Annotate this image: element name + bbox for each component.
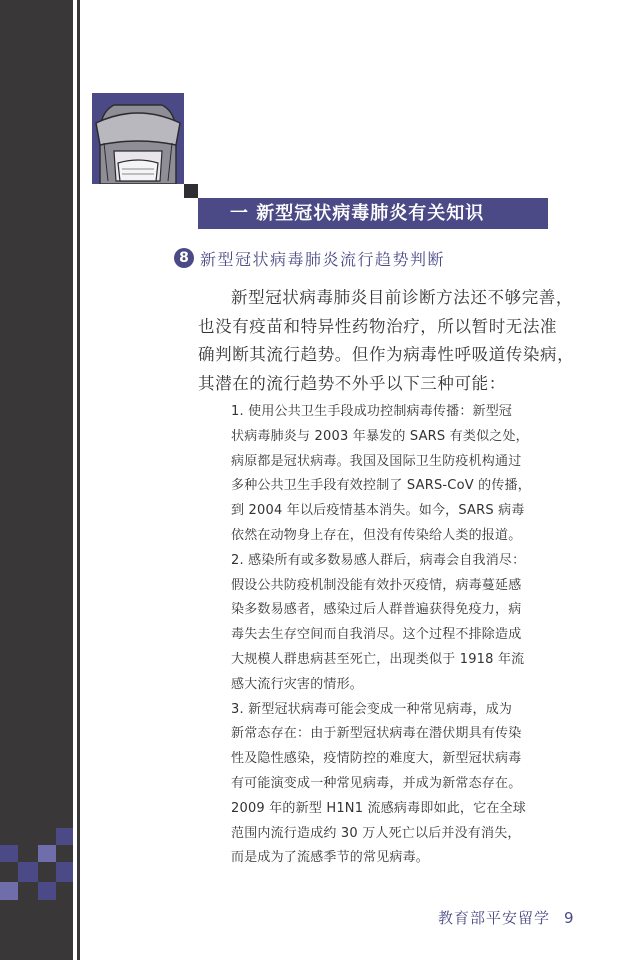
footer-publisher: 教育部平安留学 xyxy=(438,909,551,927)
left-margin-band xyxy=(0,0,73,960)
section-heading: 一 新型冠状病毒肺炎有关知识 xyxy=(198,198,548,229)
list-line: 2009 年的新型 H1N1 流感病毒即如此，它在全球 xyxy=(231,800,526,816)
list-line: 状病毒肺炎与 2003 年暴发的 SARS 有类似之处， xyxy=(231,428,529,444)
list-line: 3. 新型冠状病毒可能会变成一种常见病毒，成为 xyxy=(231,701,513,717)
paragraph-line: 也没有疫苗和特异性药物治疗，所以暂时无法准 xyxy=(198,316,558,336)
list-line: 范围内流行造成约 30 万人死亡以后并没有消失， xyxy=(231,825,521,841)
paragraph-line: 新型冠状病毒肺炎目前诊断方法还不够完善， xyxy=(231,288,573,307)
list-line: 新常态存在：由于新型冠状病毒在潜伏期具有传染 xyxy=(231,726,522,742)
page-number: 9 xyxy=(564,909,575,927)
list-line: 毒失去生存空间而自我消尽。这个过程不排除造成 xyxy=(231,627,522,643)
list-line: 假设公共防疫机制没能有效扑灭疫情，病毒蔓延感 xyxy=(231,577,522,593)
left-margin-rule xyxy=(77,0,80,960)
list-line: 依然在动物身上存在，但没有传染给人类的报道。 xyxy=(231,527,522,543)
intro-paragraph xyxy=(198,284,575,398)
list-line: 1. 使用公共卫生手段成功控制病毒传播：新型冠 xyxy=(231,404,513,419)
subsection-heading xyxy=(174,246,445,270)
heading-corner-square xyxy=(184,184,198,198)
subsection-title: 新型冠状病毒肺炎流行趋势判断 xyxy=(200,249,446,269)
doctor-illustration xyxy=(92,93,184,184)
paragraph-line: 确判断其流行趋势。但作为病毒性呼吸道传染病， xyxy=(198,345,575,364)
page-footer xyxy=(438,907,575,929)
possibility-list xyxy=(231,400,561,871)
list-line: 有可能演变成一种常见病毒，并成为新常态存在。 xyxy=(231,775,522,791)
list-line: 感大流行灾害的情形。 xyxy=(231,676,364,692)
list-line: 2. 感染所有或多数易感人群后，病毒会自我消尽： xyxy=(231,552,526,568)
list-line: 大规模人群患病甚至死亡，出现类似于 1918 年流 xyxy=(231,651,525,667)
subsection-number-badge: 8 xyxy=(174,248,194,268)
list-line: 性及隐性感染，疫情防控的难度大，新型冠状病毒 xyxy=(231,751,522,767)
list-line: 病原都是冠状病毒。我国及国际卫生防疫机构通过 xyxy=(231,453,522,469)
list-line: 染多数易感者，感染过后人群普遍获得免疫力，病 xyxy=(231,602,522,618)
list-line: 到 2004 年以后疫情基本消失。如今，SARS 病毒 xyxy=(231,503,525,519)
list-line: 而是成为了流感季节的常见病毒。 xyxy=(231,850,430,866)
list-line: 多种公共卫生手段有效控制了 SARS-CoV 的传播， xyxy=(231,478,531,494)
paragraph-line: 其潜在的流行趋势不外乎以下三种可能： xyxy=(198,373,506,393)
